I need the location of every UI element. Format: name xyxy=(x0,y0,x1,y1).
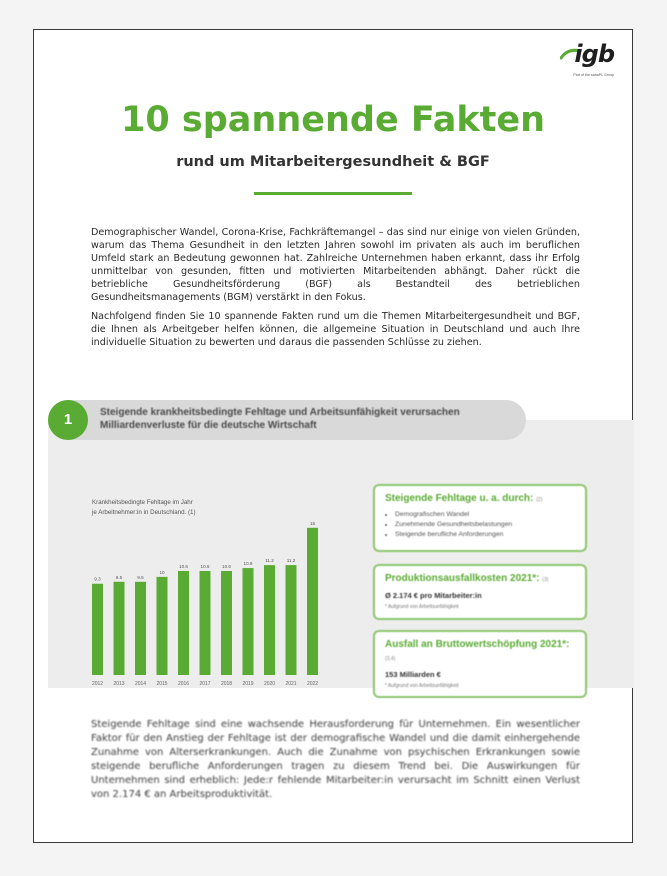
production-loss-ref: (3) xyxy=(542,577,549,583)
chart-value-label: 10.6 xyxy=(222,563,231,569)
chart-bars xyxy=(92,521,318,687)
chart-x-tick-label: 2021 xyxy=(285,681,297,687)
chart-x-tick-label: 2012 xyxy=(91,681,104,687)
chart-value-label: 10.9 xyxy=(243,561,253,567)
fact-heading: Steigende krankheitsbedingte Fehltage und Arbeitsunfähigkeit verursachen Milliardenverluste für die deutsche Wirtschaft xyxy=(100,407,460,431)
chart-value-label: 10.6 xyxy=(200,563,210,569)
production-loss-note: * Aufgrund von Arbeitsunfähigkeit xyxy=(385,604,459,610)
chart-value-label: 10 xyxy=(159,569,165,575)
chart-bar xyxy=(178,571,189,675)
chart-bar xyxy=(135,582,146,675)
fehltage-bar-chart xyxy=(48,420,358,688)
chart-value-label: 11.2 xyxy=(265,558,274,564)
fact-1-banner xyxy=(48,400,526,440)
logo-subline: Part of the sanaPL Group xyxy=(573,73,614,77)
chart-value-label: 9.5 xyxy=(115,574,123,580)
value-added-loss-note: * Aufgrund von Arbeitsunfähigkeit xyxy=(385,683,459,689)
info-box-causes-title xyxy=(385,492,575,507)
title-divider xyxy=(254,192,412,195)
chart-bar xyxy=(286,565,297,675)
chart-x-tick-label: 2019 xyxy=(242,681,254,687)
chart-x-tick-label: 2015 xyxy=(156,681,168,687)
causes-item: • Zunehmende Gesundheitsbelastungen xyxy=(395,520,575,530)
chart-bar xyxy=(264,565,275,675)
intro-text xyxy=(91,226,580,355)
chart-bar xyxy=(157,577,168,675)
chart-value-label: 10.6 xyxy=(179,563,188,569)
production-loss-title xyxy=(385,572,575,587)
intro-paragraph-1: Demographischer Wandel, Corona-Krise, Fachkräftemangel – das sind nur einige von vielen Gründen, warum das Thema Gesundheit in den letzten Jahren sowohl im privaten als auch im beruflichen Umfeld stark an Bedeutung gewonnen hat. Zahlreiche Unternehmen haben erkannt, dass ihr Erfolg unmittelbar von gesunden, fitten und motivierten Mitarbeitenden abhängt. Daher rückt die betriebliche Gesundheitsförderung (BGF) als Bestandteil des betrieblichen Gesundheitsmanagements (BGM) verstärkt in den Fokus. xyxy=(91,227,580,303)
causes-item: • Demografischen Wandel xyxy=(395,510,575,520)
chart-x-tick-label: 2013 xyxy=(113,681,125,687)
info-box-production-loss xyxy=(373,564,587,620)
chart-value-label: 11.2 xyxy=(286,558,296,564)
value-added-loss-value: 153 Milliarden € xyxy=(385,670,441,679)
intro-paragraph-2: Nachfolgend finden Sie 10 spannende Fakten rund um die Themen Mitarbeitergesundheit und BGF, die Ihnen als Arbeitgeber helfen können, die allgemeine Situation in Deutschland und auch Ihre individuelle Situation zu bewerten und daraus die passenden Schlüsse zu ziehen. xyxy=(91,311,580,348)
chart-bar xyxy=(221,571,232,675)
value-added-loss-title xyxy=(385,638,575,666)
page-subtitle: rund um Mitarbeitergesundheit & BGF xyxy=(176,154,490,170)
logo-text: igb xyxy=(574,40,614,68)
chart-x-tick-label: 2017 xyxy=(199,681,211,687)
chart-x-tick-label: 2014 xyxy=(134,681,147,687)
page-title: 10 spannende Fakten xyxy=(121,100,545,140)
causes-list xyxy=(385,510,575,540)
chart-bar xyxy=(307,528,318,675)
chart-bar xyxy=(200,571,211,675)
info-box-value-added-loss xyxy=(373,630,587,698)
closing-paragraph: Steigende Fehltage sind eine wachsende Herausforderung für Unternehmen. Ein wesentlicher Faktor für den Anstieg der Fehltage ist der demografische Wandel und die damit einhergehende Zunahme von Alterserkrankungen. Auch die Zunahme von psychischen Erkrankungen sowie steigende berufliche Anforderungen tragen zu diesem Trend bei. Die Auswirkungen für Unternehmen sind erheblich: Jede:r fehlende Mitarbeiter:in verursacht im Schnitt einen Verlust von 2.174 € an Arbeitsproduktivität. xyxy=(91,719,580,800)
fact-number-badge: 1 xyxy=(48,400,88,440)
chart-title-line-2: je Arbeitnehmer:in in Deutschland. (1) xyxy=(92,509,196,516)
production-loss-title-text: Produktionsausfallkosten 2021*: xyxy=(385,573,540,584)
fact-1-section xyxy=(48,420,634,688)
chart-title: Krankheitsbedingte Fehltage im Jahr xyxy=(92,499,193,506)
info-box-causes xyxy=(373,484,587,552)
chart-x-tick-label: 2016 xyxy=(177,681,190,687)
chart-x-tick-label: 2020 xyxy=(263,681,276,687)
value-added-loss-title-text: Ausfall an Bruttowertschöpfung 2021*: xyxy=(385,639,570,650)
value-added-loss-ref: (3,4) xyxy=(385,656,396,662)
chart-value-label: 9.5 xyxy=(137,574,144,580)
chart-x-tick-label: 2018 xyxy=(220,681,233,687)
document-page xyxy=(33,29,633,843)
chart-value-label: 9.3 xyxy=(94,576,101,582)
causes-ref: (2) xyxy=(536,497,543,503)
chart-bar xyxy=(114,582,125,675)
causes-title-text: Steigende Fehltage u. a. durch: xyxy=(385,493,534,504)
chart-value-label: 15 xyxy=(309,520,316,526)
chart-x-tick-label: 2022 xyxy=(306,681,319,687)
chart-bar xyxy=(92,584,103,675)
production-loss-value: Ø 2.174 € pro Mitarbeiter:in xyxy=(385,591,482,600)
chart-bar xyxy=(243,568,254,675)
igb-logo xyxy=(560,42,614,82)
causes-item: • Steigende berufliche Anforderungen xyxy=(395,530,575,540)
